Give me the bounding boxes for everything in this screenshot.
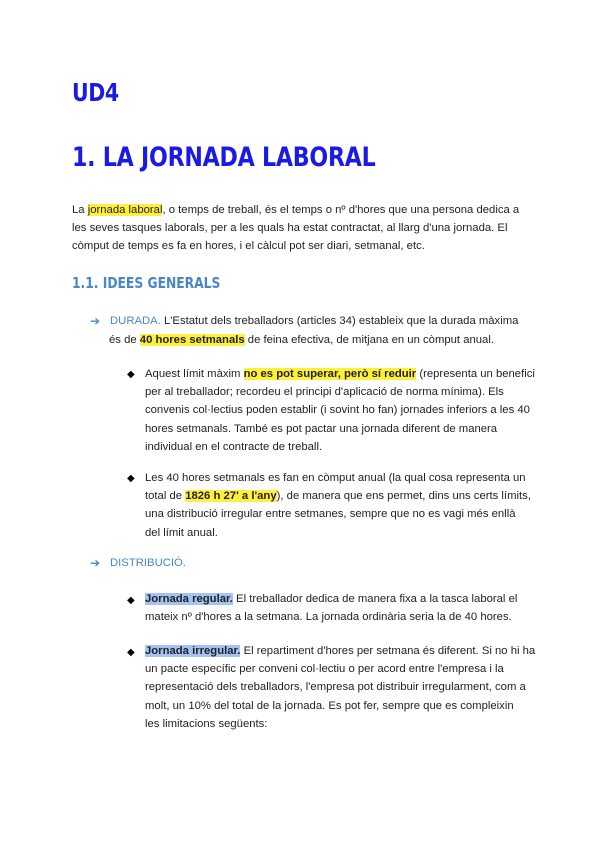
arrow-right-icon: ➔	[90, 314, 101, 328]
intro-text: La	[72, 204, 88, 216]
intro-line-1	[72, 201, 519, 219]
bullet-text: Aquest límit màxim	[145, 368, 244, 380]
durada-bullet-2	[145, 469, 531, 542]
bullet-line: per al treballador; recordeu el principi d'aplicació de norma mínima). Els	[145, 386, 504, 399]
durada-text: de feina efectiva, de mitjana en un còmput anual.	[244, 334, 494, 347]
distribucio-bullet-1	[145, 590, 517, 626]
bullet-line: les limitacions següents:	[145, 717, 268, 730]
bullet-line: hores setmanals. També es pot pactar una jornada diferent de manera	[145, 422, 498, 435]
bullet-text: El repartiment d'hores per setmana és diferent. Si no hi ha	[240, 645, 536, 657]
intro-paragraph	[72, 201, 519, 256]
durada-text: L'Estatut dels treballadors (articles 34) estableix que la durada màxima	[160, 315, 519, 327]
bullet-line: mateix nº d'hores a la setmana. La jornada ordinària seria la de 40 hores.	[145, 611, 512, 624]
highlight-1826-hores: 1826 h 27' a l'any	[185, 490, 277, 503]
durada-label: DURADA.	[110, 315, 161, 327]
intro-line-2: les seves tasques laborals, per a les quals ha estat contractat, al llarg d'una jornada. El	[72, 222, 508, 235]
durada-bullet-1	[145, 365, 535, 456]
bullet-line: representació dels treballadors, l'empresa pot distribuir irregularment, com a	[145, 681, 526, 694]
bullet-line	[145, 642, 535, 660]
diamond-bullet-icon: ◆	[127, 473, 135, 484]
bullet-text: (representa un benefici	[416, 368, 535, 380]
section-title: 1. LA JORNADA LABORAL	[72, 142, 376, 173]
bullet-line	[145, 487, 531, 505]
bullet-text: total de	[145, 490, 186, 503]
bullet-line: una distribució irregular entre setmanes, sempre que no es vagi més enllà	[145, 508, 516, 521]
diamond-bullet-icon: ◆	[127, 369, 135, 380]
unit-title: UD4	[72, 78, 119, 107]
distribucio-dot: .	[182, 557, 186, 569]
diamond-bullet-icon: ◆	[127, 647, 135, 658]
intro-line-3: còmput de temps es fa en hores, i el càlcul pot ser diari, setmanal, etc.	[72, 240, 425, 253]
subsection-title: 1.1. IDEES GENERALS	[72, 274, 221, 292]
highlight-jornada-irregular: Jornada irregular.	[145, 645, 241, 657]
distribucio-label: DISTRIBUCIÓ	[110, 557, 183, 569]
distribucio-bullet-2	[145, 642, 535, 733]
intro-text: , o temps de treball, és el temps o nº d'hores que una persona dedica a	[162, 204, 520, 216]
bullet-line	[145, 365, 535, 383]
durada-item	[90, 312, 518, 349]
durada-line-1	[110, 312, 518, 330]
highlight-jornada-regular: Jornada regular.	[145, 593, 233, 605]
distribucio-line	[110, 554, 186, 572]
durada-text: és de	[109, 334, 140, 347]
bullet-line: convenis col·lectius poden establir (i sovint ho fan) jornades inferiors a les 40	[145, 404, 530, 417]
bullet-text: ), de manera que ens permet, dins uns certs límits,	[276, 490, 531, 503]
durada-line-2	[109, 331, 518, 349]
arrow-right-icon: ➔	[90, 556, 101, 570]
bullet-line: molt, un 10% del total de la jornada. Es pot fer, sempre que es compleixin	[145, 699, 514, 712]
bullet-line: un pacte específic per conveni col·lectiu o per acord entre l'empresa i la	[145, 663, 504, 676]
bullet-text: El treballador dedica de manera fixa a la tasca laboral el	[232, 593, 518, 605]
bullet-line: individual en el contracte de treball.	[145, 440, 323, 453]
bullet-line	[145, 590, 517, 608]
bullet-line: del límit anual.	[145, 526, 218, 539]
highlight-no-es-pot-superar: no es pot superar, però sí reduir	[243, 368, 417, 380]
distribucio-item	[90, 554, 186, 572]
bullet-line: Les 40 hores setmanals es fan en còmput anual (la qual cosa representa un	[145, 472, 526, 484]
highlight-40-hores: 40 hores setmanals	[139, 334, 245, 347]
diamond-bullet-icon: ◆	[127, 595, 135, 606]
highlight-jornada-laboral: jornada laboral	[87, 204, 163, 216]
